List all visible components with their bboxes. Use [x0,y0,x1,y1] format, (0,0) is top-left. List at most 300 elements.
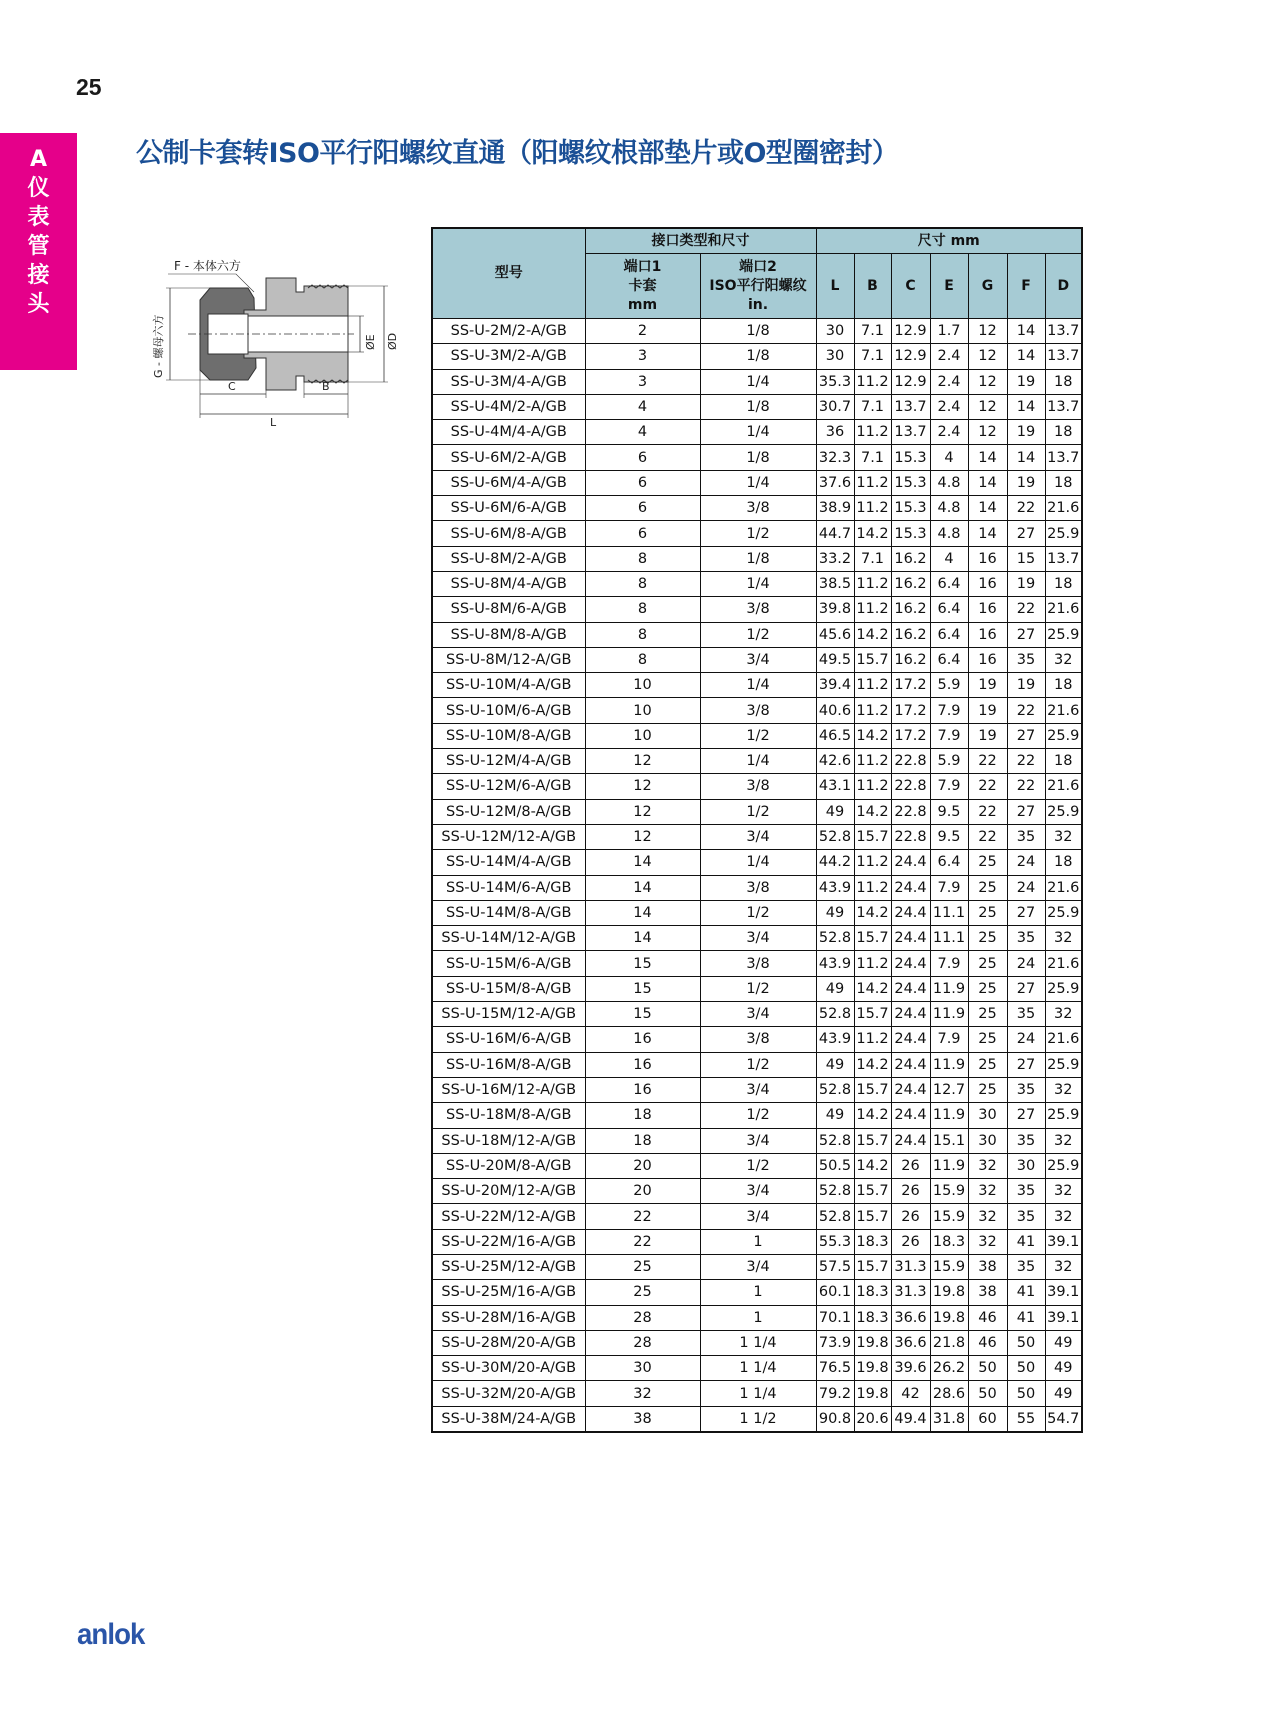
cell-port1: 25 [585,1280,700,1305]
cell-port1: 28 [585,1305,700,1330]
cell-dim-g: 25 [968,1052,1007,1077]
table-row [432,496,1082,521]
section-char: 管 [27,234,50,259]
table-row [432,1103,1082,1128]
cell-dim-g: 12 [968,369,1007,394]
cell-dim-f: 50 [1007,1330,1045,1355]
cell-port1: 2 [585,319,700,344]
cell-dim-f: 50 [1007,1381,1045,1406]
table-row [432,571,1082,596]
cell-dim-g: 22 [968,824,1007,849]
cell-dim-l: 43.9 [816,1027,854,1052]
table-row [432,850,1082,875]
page-number: 25 [76,74,102,100]
cell-dim-l: 43.1 [816,774,854,799]
cell-dim-g: 25 [968,900,1007,925]
cell-dim-c: 22.8 [891,774,930,799]
cell-dim-g: 16 [968,622,1007,647]
cell-dim-f: 24 [1007,850,1045,875]
cell-model: SS-U-12M/6-A/GB [432,774,585,799]
cell-port2: 1/4 [700,470,816,495]
cell-dim-f: 19 [1007,673,1045,698]
cell-dim-g: 32 [968,1229,1007,1254]
cell-dim-d: 49 [1045,1356,1082,1381]
cell-dim-l: 39.4 [816,673,854,698]
cell-dim-d: 32 [1045,1179,1082,1204]
cell-dim-d: 32 [1045,1254,1082,1279]
cell-dim-f: 35 [1007,1179,1045,1204]
cell-port1: 16 [585,1077,700,1102]
cell-model: SS-U-16M/8-A/GB [432,1052,585,1077]
header-port2-line: ISO平行阳螺纹 [709,277,807,294]
cell-dim-d: 21.6 [1045,1027,1082,1052]
table-row [432,875,1082,900]
cell-dim-f: 55 [1007,1406,1045,1432]
cell-port1: 15 [585,951,700,976]
cell-dim-e: 15.9 [930,1179,968,1204]
cell-dim-f: 50 [1007,1356,1045,1381]
cell-dim-b: 11.2 [854,774,891,799]
cell-port2: 1/2 [700,622,816,647]
cell-dim-g: 46 [968,1305,1007,1330]
cell-dim-f: 27 [1007,723,1045,748]
cell-dim-g: 22 [968,774,1007,799]
table-row [432,521,1082,546]
cell-dim-b: 18.3 [854,1305,891,1330]
cell-dim-l: 44.2 [816,850,854,875]
cell-dim-d: 54.7 [1045,1406,1082,1432]
cell-port1: 6 [585,445,700,470]
cell-dim-c: 31.3 [891,1254,930,1279]
cell-dim-g: 14 [968,521,1007,546]
table-row [432,799,1082,824]
cell-dim-b: 15.7 [854,824,891,849]
cell-dim-b: 20.6 [854,1406,891,1432]
cell-dim-e: 6.4 [930,622,968,647]
cell-port1: 10 [585,723,700,748]
cell-dim-c: 22.8 [891,749,930,774]
cell-dim-l: 90.8 [816,1406,854,1432]
cell-dim-c: 16.2 [891,597,930,622]
cell-model: SS-U-22M/12-A/GB [432,1204,585,1229]
cell-model: SS-U-12M/12-A/GB [432,824,585,849]
cell-dim-g: 19 [968,723,1007,748]
cell-port2: 3/8 [700,698,816,723]
cell-dim-g: 38 [968,1280,1007,1305]
cell-dim-c: 12.9 [891,319,930,344]
cell-dim-f: 30 [1007,1153,1045,1178]
cell-dim-l: 43.9 [816,951,854,976]
cell-dim-b: 11.2 [854,420,891,445]
label-l: L [270,416,277,429]
cell-dim-f: 35 [1007,824,1045,849]
cell-dim-d: 32 [1045,926,1082,951]
table-row [432,1305,1082,1330]
cell-dim-f: 22 [1007,597,1045,622]
cell-port2: 1/8 [700,319,816,344]
cell-dim-f: 35 [1007,926,1045,951]
cell-model: SS-U-28M/20-A/GB [432,1330,585,1355]
cell-dim-c: 17.2 [891,698,930,723]
cell-dim-g: 50 [968,1356,1007,1381]
cell-dim-e: 12.7 [930,1077,968,1102]
cell-model: SS-U-4M/4-A/GB [432,420,585,445]
cell-dim-e: 7.9 [930,951,968,976]
spec-table [431,227,1083,1433]
cell-dim-d: 32 [1045,647,1082,672]
cell-dim-e: 6.4 [930,597,968,622]
cell-dim-d: 21.6 [1045,698,1082,723]
cell-dim-f: 15 [1007,546,1045,571]
cell-dim-d: 18 [1045,369,1082,394]
cell-dim-c: 24.4 [891,900,930,925]
cell-dim-c: 24.4 [891,1002,930,1027]
cell-dim-g: 46 [968,1330,1007,1355]
cell-model: SS-U-6M/6-A/GB [432,496,585,521]
cell-dim-e: 6.4 [930,571,968,596]
cell-port2: 3/4 [700,1128,816,1153]
cell-dim-l: 76.5 [816,1356,854,1381]
cell-port2: 1 [700,1305,816,1330]
cell-dim-b: 11.2 [854,875,891,900]
cell-dim-b: 18.3 [854,1280,891,1305]
cell-dim-d: 13.7 [1045,394,1082,419]
cell-dim-d: 13.7 [1045,445,1082,470]
cell-dim-d: 39.1 [1045,1305,1082,1330]
cell-dim-f: 19 [1007,369,1045,394]
cell-dim-f: 24 [1007,1027,1045,1052]
cell-model: SS-U-18M/8-A/GB [432,1103,585,1128]
cell-port2: 1/2 [700,521,816,546]
cell-dim-f: 27 [1007,1052,1045,1077]
cell-dim-c: 24.4 [891,1027,930,1052]
section-letter: A [29,147,48,172]
table-row [432,622,1082,647]
cell-dim-e: 19.8 [930,1280,968,1305]
cell-port1: 6 [585,521,700,546]
cell-dim-c: 17.2 [891,723,930,748]
cell-dim-l: 70.1 [816,1305,854,1330]
header-port1 [585,254,700,319]
cell-dim-g: 12 [968,394,1007,419]
cell-dim-b: 19.8 [854,1330,891,1355]
cell-dim-e: 11.9 [930,1002,968,1027]
cell-port1: 38 [585,1406,700,1432]
cell-dim-b: 15.7 [854,1254,891,1279]
cell-dim-c: 15.3 [891,521,930,546]
cell-port2: 1/2 [700,976,816,1001]
header-model: 型号 [432,228,585,319]
table-row [432,1128,1082,1153]
cell-port2: 1/8 [700,394,816,419]
cell-port2: 1/8 [700,546,816,571]
cell-port1: 4 [585,394,700,419]
cell-dim-l: 60.1 [816,1280,854,1305]
cell-dim-b: 11.2 [854,470,891,495]
table-row [432,749,1082,774]
cell-dim-c: 26 [891,1179,930,1204]
cell-dim-e: 7.9 [930,723,968,748]
cell-dim-c: 13.7 [891,394,930,419]
cell-dim-l: 52.8 [816,1128,854,1153]
cell-dim-g: 16 [968,647,1007,672]
cell-dim-e: 19.8 [930,1305,968,1330]
header-dim-g: G [968,254,1007,319]
cell-dim-d: 25.9 [1045,1052,1082,1077]
cell-dim-b: 7.1 [854,394,891,419]
cell-dim-g: 25 [968,976,1007,1001]
table-row [432,1381,1082,1406]
cell-port2: 3/8 [700,951,816,976]
cell-dim-b: 15.7 [854,926,891,951]
table-row [432,1204,1082,1229]
cell-dim-b: 14.2 [854,1153,891,1178]
cell-dim-e: 5.9 [930,749,968,774]
cell-dim-b: 11.2 [854,369,891,394]
cell-dim-f: 35 [1007,647,1045,672]
cell-dim-l: 39.8 [816,597,854,622]
cell-dim-e: 15.9 [930,1204,968,1229]
cell-dim-e: 5.9 [930,673,968,698]
cell-dim-b: 14.2 [854,622,891,647]
cell-model: SS-U-8M/4-A/GB [432,571,585,596]
cell-port2: 1/2 [700,1153,816,1178]
cell-dim-d: 25.9 [1045,976,1082,1001]
cell-model: SS-U-16M/12-A/GB [432,1077,585,1102]
cell-port1: 12 [585,824,700,849]
cell-port2: 1/4 [700,420,816,445]
cell-model: SS-U-14M/6-A/GB [432,875,585,900]
cell-dim-e: 4.8 [930,470,968,495]
cell-dim-e: 4 [930,546,968,571]
table-row [432,394,1082,419]
cell-dim-c: 13.7 [891,420,930,445]
cell-dim-e: 31.8 [930,1406,968,1432]
cell-dim-d: 18 [1045,571,1082,596]
cell-dim-d: 32 [1045,1077,1082,1102]
cell-dim-c: 22.8 [891,799,930,824]
cell-dim-d: 32 [1045,1002,1082,1027]
cell-dim-e: 11.1 [930,900,968,925]
cell-model: SS-U-8M/12-A/GB [432,647,585,672]
cell-dim-d: 18 [1045,850,1082,875]
cell-dim-c: 12.9 [891,369,930,394]
cell-model: SS-U-20M/8-A/GB [432,1153,585,1178]
cell-port1: 18 [585,1128,700,1153]
cell-dim-c: 16.2 [891,571,930,596]
cell-dim-c: 24.4 [891,926,930,951]
cell-model: SS-U-20M/12-A/GB [432,1179,585,1204]
cell-dim-f: 27 [1007,622,1045,647]
cell-dim-f: 41 [1007,1305,1045,1330]
cell-port2: 3/8 [700,496,816,521]
table-row [432,369,1082,394]
cell-port2: 3/4 [700,647,816,672]
cell-port1: 3 [585,369,700,394]
cell-dim-c: 15.3 [891,445,930,470]
table-row [432,1179,1082,1204]
cell-dim-c: 49.4 [891,1406,930,1432]
cell-dim-d: 32 [1045,1204,1082,1229]
cell-dim-l: 52.8 [816,824,854,849]
cell-port1: 8 [585,622,700,647]
cell-dim-e: 9.5 [930,824,968,849]
cell-dim-d: 49 [1045,1330,1082,1355]
cell-port1: 28 [585,1330,700,1355]
cell-dim-l: 37.6 [816,470,854,495]
table-row [432,319,1082,344]
cell-dim-f: 35 [1007,1254,1045,1279]
cell-dim-d: 32 [1045,824,1082,849]
cell-port2: 3/4 [700,926,816,951]
header-port1-line: mm [627,296,658,313]
cell-dim-f: 19 [1007,470,1045,495]
cell-port1: 22 [585,1204,700,1229]
cell-dim-f: 14 [1007,344,1045,369]
header-dim-e: E [930,254,968,319]
cell-model: SS-U-30M/20-A/GB [432,1356,585,1381]
cell-dim-b: 7.1 [854,319,891,344]
cell-dim-g: 16 [968,597,1007,622]
cell-dim-g: 25 [968,951,1007,976]
cell-dim-e: 11.9 [930,1103,968,1128]
cell-dim-f: 35 [1007,1002,1045,1027]
cell-dim-d: 21.6 [1045,774,1082,799]
cell-dim-l: 55.3 [816,1229,854,1254]
cell-port1: 25 [585,1254,700,1279]
cell-dim-d: 18 [1045,420,1082,445]
cell-port1: 6 [585,496,700,521]
cell-dim-l: 32.3 [816,445,854,470]
cell-port2: 1/2 [700,723,816,748]
cell-port2: 1 1/2 [700,1406,816,1432]
cell-dim-d: 49 [1045,1381,1082,1406]
page-title: 公制卡套转ISO平行阳螺纹直通（阳螺纹根部垫片或O型圈密封） [136,138,899,169]
cell-model: SS-U-16M/6-A/GB [432,1027,585,1052]
cell-dim-f: 22 [1007,749,1045,774]
cell-model: SS-U-8M/2-A/GB [432,546,585,571]
section-char: 表 [27,205,50,230]
cell-dim-l: 30 [816,319,854,344]
header-dim-b: B [854,254,891,319]
cell-port2: 3/4 [700,1204,816,1229]
cell-dim-c: 15.3 [891,496,930,521]
table-row [432,420,1082,445]
cell-dim-g: 25 [968,1002,1007,1027]
section-char: 接 [27,263,50,288]
cell-dim-b: 14.2 [854,1103,891,1128]
cell-dim-l: 33.2 [816,546,854,571]
cell-dim-g: 12 [968,319,1007,344]
cell-dim-e: 4.8 [930,521,968,546]
table-row [432,344,1082,369]
cell-model: SS-U-25M/16-A/GB [432,1280,585,1305]
section-char: 仪 [27,176,50,201]
table-row [432,723,1082,748]
cell-dim-l: 73.9 [816,1330,854,1355]
header-port2 [700,254,816,319]
cell-dim-e: 1.7 [930,319,968,344]
cell-dim-l: 49 [816,1103,854,1128]
cell-port1: 20 [585,1153,700,1178]
cell-dim-d: 21.6 [1045,597,1082,622]
cell-model: SS-U-8M/6-A/GB [432,597,585,622]
header-dim-d: D [1045,254,1082,319]
cell-dim-e: 7.9 [930,698,968,723]
header-port1-line: 卡套 [628,277,657,294]
cell-dim-c: 39.6 [891,1356,930,1381]
cell-dim-d: 25.9 [1045,521,1082,546]
cell-dim-d: 13.7 [1045,319,1082,344]
cell-dim-l: 52.8 [816,1179,854,1204]
cell-dim-g: 25 [968,850,1007,875]
cell-dim-c: 22.8 [891,824,930,849]
cell-port2: 1/2 [700,1052,816,1077]
cell-dim-g: 12 [968,344,1007,369]
cell-dim-f: 27 [1007,1103,1045,1128]
cell-dim-g: 25 [968,926,1007,951]
cell-dim-d: 13.7 [1045,546,1082,571]
cell-dim-l: 30 [816,344,854,369]
cell-dim-f: 14 [1007,319,1045,344]
cell-dim-e: 15.9 [930,1254,968,1279]
cell-dim-c: 26 [891,1229,930,1254]
cell-dim-g: 38 [968,1254,1007,1279]
header-dim-l: L [816,254,854,319]
cell-dim-d: 18 [1045,673,1082,698]
cell-dim-d: 39.1 [1045,1280,1082,1305]
cell-dim-g: 32 [968,1179,1007,1204]
cell-dim-c: 24.4 [891,875,930,900]
cell-dim-b: 11.2 [854,571,891,596]
cell-port1: 16 [585,1027,700,1052]
cell-port2: 1 1/4 [700,1381,816,1406]
cell-dim-l: 46.5 [816,723,854,748]
cell-port1: 8 [585,546,700,571]
cell-dim-b: 14.2 [854,799,891,824]
cell-model: SS-U-4M/2-A/GB [432,394,585,419]
cell-dim-b: 15.7 [854,1179,891,1204]
cell-port1: 12 [585,749,700,774]
cell-dim-c: 24.4 [891,1052,930,1077]
cell-dim-g: 14 [968,445,1007,470]
cell-dim-g: 14 [968,496,1007,521]
cell-model: SS-U-10M/6-A/GB [432,698,585,723]
label-e: ØE [364,334,377,350]
cell-dim-g: 60 [968,1406,1007,1432]
cell-dim-c: 26 [891,1204,930,1229]
cell-dim-c: 17.2 [891,673,930,698]
cell-dim-b: 11.2 [854,673,891,698]
cell-dim-l: 49 [816,900,854,925]
cell-dim-f: 27 [1007,799,1045,824]
cell-model: SS-U-22M/16-A/GB [432,1229,585,1254]
cell-dim-g: 25 [968,1027,1007,1052]
cell-dim-b: 15.7 [854,647,891,672]
cell-dim-d: 25.9 [1045,1153,1082,1178]
cell-dim-l: 36 [816,420,854,445]
cell-port1: 8 [585,647,700,672]
cell-port2: 3/8 [700,597,816,622]
cell-port2: 1 1/4 [700,1356,816,1381]
header-port2-line: 端口2 [739,258,777,275]
cell-dim-g: 30 [968,1128,1007,1153]
header-dim-group: 尺寸 mm [816,228,1082,254]
cell-dim-d: 25.9 [1045,1103,1082,1128]
table-row [432,951,1082,976]
table-row [432,824,1082,849]
table-row [432,698,1082,723]
